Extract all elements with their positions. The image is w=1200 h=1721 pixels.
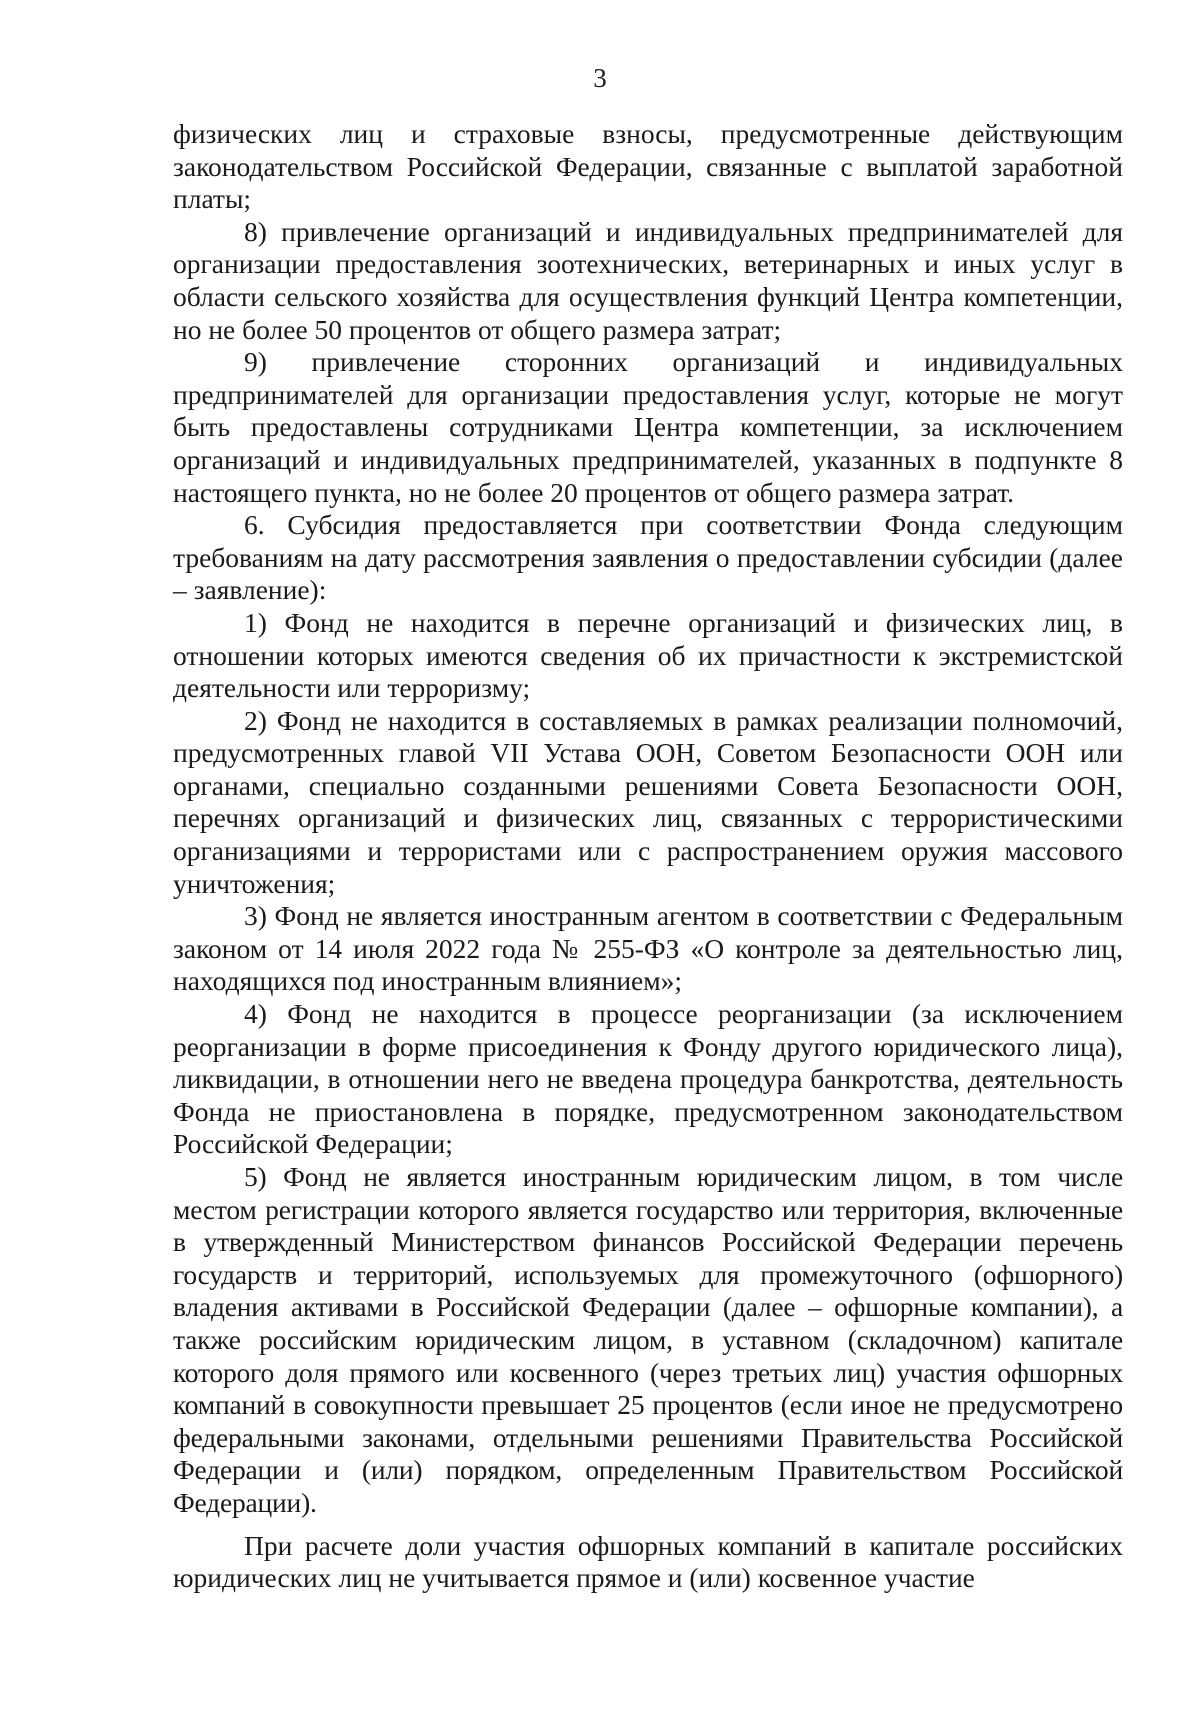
paragraph-continuation: физических лиц и страховые взносы, предусмотренные действующим законодательством Российской Федерации, связанные с выплатой заработной платы; bbox=[173, 118, 1123, 215]
paragraph-requirement-5: 5) Фонд не является иностранным юридическим лицом, в том числе местом регистрации которого является государство или территория, включенные в утвержденный Министерством финансов Российской Федерации перечень государств и территорий, используемых для промежуточного (офшорного) владения активами в Российской Федерации (далее – офшорные компании), а также российским юридическим лицом, в уставном (складочном) капитале которого доля прямого или косвенного (через третьих лиц) участия офшорных компаний в совокупности превышает 25 процентов (если иное не предусмотрено федеральными законами, отдельными решениями Правительства Российской Федерации и (или) порядком, определенным Правительством Российской Федерации). bbox=[173, 1161, 1123, 1518]
paragraph-requirement-1: 1) Фонд не находится в перечне организаций и физических лиц, в отношении которых имеются сведения об их причастности к экстремистской деятельности или терроризму; bbox=[173, 606, 1123, 704]
paragraph-requirement-3: 3) Фонд не является иностранным агентом в соответствии с Федеральным законом от 14 июля 2022 года № 255-ФЗ «О контроле за деятельностью лиц, находящихся под иностранным влиянием»; bbox=[173, 900, 1123, 997]
paragraph-offshore-share: При расчете доли участия офшорных компаний в капитале российских юридических лиц не учитывается прямое и (или) косвенное участие bbox=[173, 1529, 1123, 1594]
paragraph-item-8: 8) привлечение организаций и индивидуальных предпринимателей для организации предоставления зоотехнических, ветеринарных и иных услуг в области сельского хозяйства для осуществления функций Центра компетенции, но не более 50 процентов от общего размера затрат; bbox=[173, 215, 1123, 345]
document-body bbox=[173, 118, 1123, 1595]
paragraph-requirement-4: 4) Фонд не находится в процессе реорганизации (за исключением реорганизации в форме присоединения к Фонду другого юридического лица), ликвидации, в отношении него не введена процедура банкротства, деятельность Фонда не приостановлена в порядке, предусмотренном законодательством Российской Федерации; bbox=[173, 998, 1123, 1160]
paragraph-requirement-2: 2) Фонд не находится в составляемых в рамках реализации полномочий, предусмотренных главой VII Устава ООН, Советом Безопасности ООН или органами, специально созданными решениями Совета Безопасности ООН, перечнях организаций и физических лиц, связанных с террористическими организациями и террористами или с распространением оружия массового уничтожения; bbox=[173, 704, 1123, 899]
paragraph-section-6: 6. Субсидия предоставляется при соответствии Фонда следующим требованиям на дату рассмотрения заявления о предоставлении субсидии (далее – заявление): bbox=[173, 509, 1123, 606]
page-number: 3 bbox=[593, 63, 607, 93]
paragraph-item-9: 9) привлечение сторонних организаций и индивидуальных предпринимателей для организации предоставления услуг, которые не могут быть предоставлены сотрудниками Центра компетенции, за исключением организаций и индивидуальных предпринимателей, указанных в подпункте 8 настоящего пункта, но не более 20 процентов от общего размера затрат. bbox=[173, 346, 1123, 508]
